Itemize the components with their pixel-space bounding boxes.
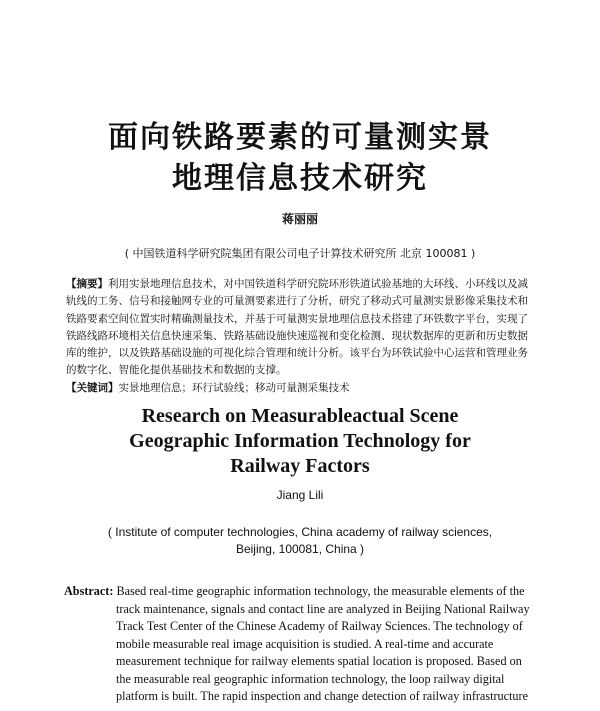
english-abstract-line: track maintenance, signals and contact line are analyzed in Beijing National Railway: [116, 601, 530, 616]
english-abstract-line: measurement technique for railway elements spatial location is proposed. Based on: [116, 654, 522, 668]
chinese-affiliation: ( 中国铁道科学研究院集团有限公司电子计算技术研究所 北京 100081 ): [124, 247, 476, 260]
english-affiliation-line-1: ( Institute of computer technologies, China academy of railway sciences,: [107, 525, 493, 539]
chinese-abstract-text: 利用实景地理信息技术，对中国铁道科学研究院环形铁道试验基地的大环线、小环线以及减轨线的工务、信号和接触网专业的可量测要素进行了分析，研究了移动式可量测实景影像采集技术和铁路要素空间位置实时精确测量技术，并基于可量测实景地理信息技术搭建了环铁数字平台，实现了铁路线路环境相关信息快速采集、铁路基础设施快速巡视和变化检测、现状数据库的更新和历史数据库的维护，以及铁路基础设施的可视化综合管理和统计分析。该平台为环铁试验中心运营和管理业务的数字化、智能化提供基础技术和数据的支撑。: [66, 278, 528, 377]
chinese-title-line-1: 面向铁路要素的可量测实景: [108, 120, 492, 155]
english-abstract-line: mobile measurable real image acquisition is studied. A real-time and accurate: [116, 636, 494, 651]
chinese-abstract: [66, 276, 538, 380]
english-abstract: [64, 583, 540, 706]
chinese-keywords: [66, 380, 538, 397]
chinese-keywords-label: 【关键词】: [66, 382, 119, 394]
english-title-line-2: Geographic Information Technology for: [129, 430, 471, 452]
english-abstract-line: platform is built. The rapid inspection and change detection of railway infrastructure: [116, 689, 528, 703]
chinese-title-line-2: 地理信息技术研究: [172, 161, 428, 196]
chinese-keywords-text: 实景地理信息；环行试验线；移动可量测采集技术: [118, 382, 350, 394]
english-author: Jiang Lili: [276, 488, 324, 502]
english-title-line-1: Research on Measurableactual Scene: [141, 405, 459, 427]
english-affiliation-line-2: Beijing, 100081, China ): [235, 542, 365, 556]
english-abstract-line: Based real-time geographic information technology, the measurable elements of the: [116, 584, 525, 598]
english-abstract-line: Track Test Center of the Chinese Academy of Railway Sciences. The technology of: [116, 619, 523, 633]
chinese-author: 蒋丽丽: [281, 212, 318, 226]
english-abstract-line: the measurable real geographic information technology, the loop railway digital: [116, 671, 505, 686]
chinese-abstract-label: 【摘要】: [66, 278, 108, 290]
english-affiliation: [100, 524, 500, 558]
english-abstract-label: Abstract:: [64, 584, 114, 598]
english-title-line-3: Railway Factors: [230, 455, 370, 477]
